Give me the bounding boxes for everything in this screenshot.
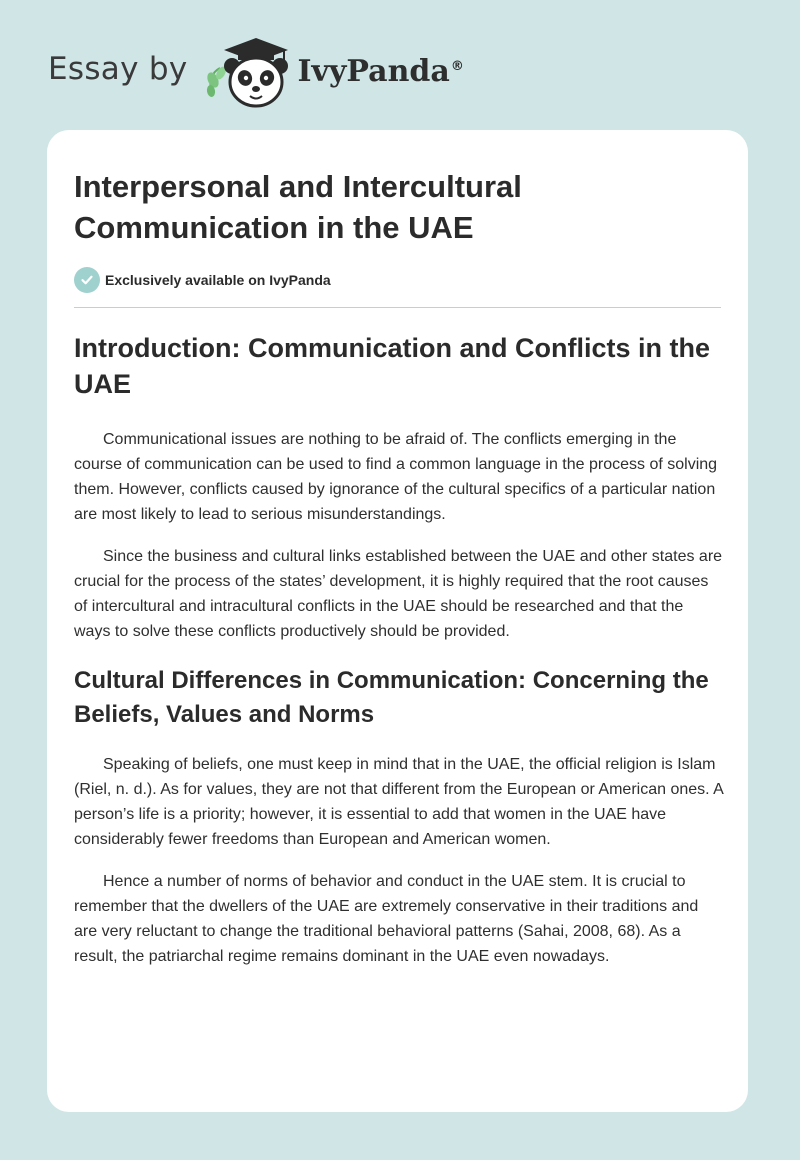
exclusive-label: Exclusively available on IvyPanda (105, 272, 331, 288)
paragraph: Speaking of beliefs, one must keep in mind that in the UAE, the official religion is Islam (Riel, n. d.). As for values, they are not that different from the European or American ones. A person’s life is a priority; however, it is essential to add that women in the UAE have considerably fewer freedoms than European and American women. (74, 756, 723, 848)
exclusive-badge (74, 267, 721, 293)
paragraph: Since the business and cultural links established between the UAE and other states are crucial for the process of the states’ development, it is highly required that the root causes of intercultural and intracultural conflicts in the UAE should be researched and that the ways to solve these conflicts productively should be provided. (74, 548, 723, 640)
essay-card (47, 130, 748, 1112)
brand-header (48, 34, 464, 110)
check-icon (74, 267, 100, 293)
divider (74, 307, 721, 308)
essay-title: Interpersonal and Intercultural Communication in the UAE (74, 169, 522, 245)
panda-graduate-icon (202, 34, 298, 110)
registered-mark: ® (450, 58, 464, 74)
section-heading-introduction: Introduction: Communication and Conflicts in the UAE (74, 333, 710, 399)
brand-prefix: Essay by (48, 51, 188, 87)
brand-name: IvyPanda® (297, 53, 464, 89)
section-heading-cultural-differences: Cultural Differences in Communication: Concerning the Beliefs, Values and Norms (74, 667, 709, 728)
paragraph: Communicational issues are nothing to be afraid of. The conflicts emerging in the course of communication can be used to find a common language in the process of solving them. However, conflicts caused by ignorance of the cultural specifics of a particular nation are most likely to lead to serious misunderstandings. (74, 431, 718, 523)
paragraph: Hence a number of norms of behavior and conduct in the UAE stem. It is crucial to remember that the dwellers of the UAE are extremely conservative in their traditions and are very reluctant to change the traditional behavioral patterns (Sahai, 2008, 68). As a result, the patriarchal regime remains dominant in the UAE even nowadays. (74, 873, 699, 965)
